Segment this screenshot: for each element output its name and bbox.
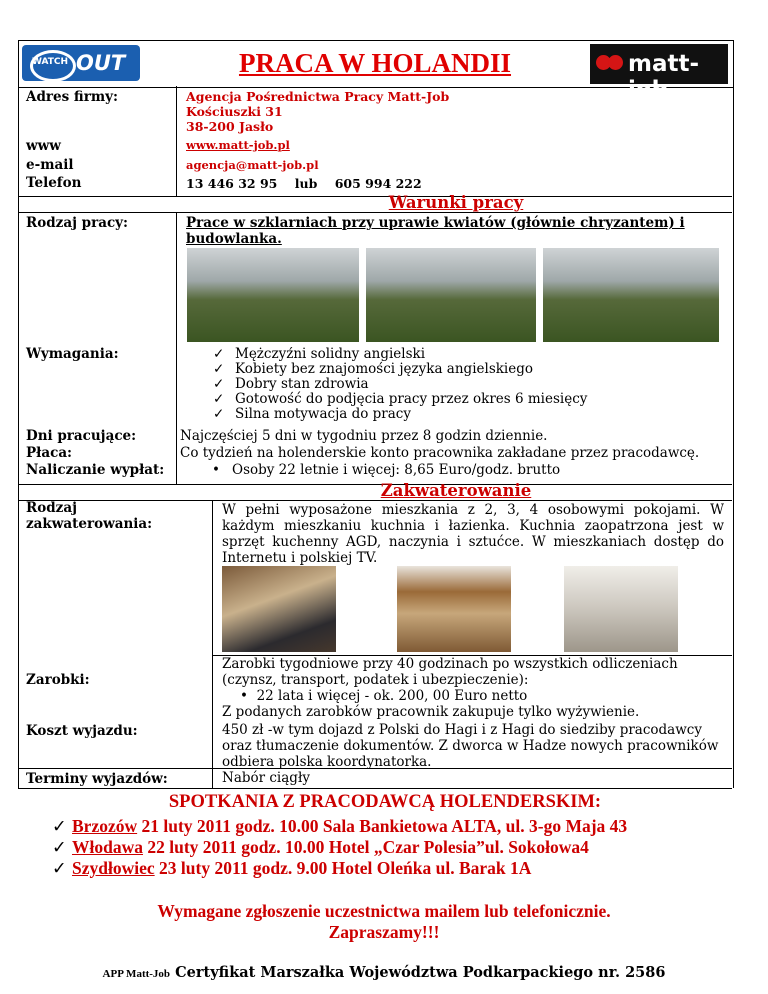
bullet-icon: • (240, 688, 248, 704)
email-link[interactable]: agencja@matt-job.pl (186, 158, 319, 172)
work-type-value: Prace w szklarniach przy uprawie kwiatów (głównie chryzantem) i budowlanka. (186, 215, 685, 247)
phone-value: 13 446 32 95 lub 605 994 222 (186, 176, 422, 191)
logo-small-text: WATCH (32, 57, 69, 67)
earnings-label: Zarobki: (26, 672, 90, 688)
pay-label: Płaca: (26, 445, 73, 461)
requirements-list (213, 347, 587, 422)
apartment-kitchen-photo (397, 566, 511, 652)
apartment-bedroom-photo (222, 566, 336, 652)
email-label: e-mail (26, 157, 74, 173)
phone-label: Telefon (26, 175, 82, 191)
address-value (186, 89, 449, 134)
registration-notice: Wymagane zgłoszenie uczestnictwa mailem lub telefonicznie. (157, 901, 611, 921)
meeting-item: ✓ Brzozów 21 luty 2011 godz. 10.00 Sala Bankietowa ALTA, ul. 3-go Maja 43 (52, 816, 628, 836)
housing-section-title: Zakwaterowanie (380, 481, 532, 500)
meeting-item: ✓ Włodawa 22 luty 2011 godz. 10.00 Hotel „Czar Polesia”ul. Sokołowa4 (52, 837, 589, 857)
requirement-item: ✓ Dobry stan zdrowia (213, 377, 587, 392)
travel-cost-value: 450 zł -w tym dojazd z Polski do Hagi i z Hagi do siedziby pracodawcy oraz tłumaczenie dokumentów. Z dworca w Hadze nowych pracowników odbiera polska koordynatorka. (222, 722, 719, 770)
meetings-title: SPOTKANIA Z PRACODAWCĄ HOLENDERSKIM: (168, 792, 602, 812)
logo-mark-icon (596, 55, 624, 73)
certificate-prefix: APP Matt-Job (102, 968, 171, 980)
matt-job-logo (590, 44, 728, 103)
address-label: Adres firmy: (26, 89, 118, 105)
address-line-2: Kościuszki 31 (186, 104, 283, 119)
pay-calc-label: Naliczanie wypłat: (26, 462, 165, 478)
requirement-item: ✓ Mężczyźni solidny angielski (213, 347, 587, 362)
departure-dates-value: Nabór ciągły (222, 770, 310, 786)
housing-type-value: W pełni wyposażone mieszkania z 2, 3, 4 osobowymi pokojami. W każdym mieszkaniu kuchnia i łazienka. Kuchnia zaopatrzona jest w sprzęt kuchenny AGD, naczynia i sztućce. W mieszkaniach dostęp do Internetu i polskiej TV. (222, 502, 724, 566)
address-line-3: 38-200 Jasło (186, 119, 274, 134)
bullet-icon: • (212, 462, 220, 478)
meeting-item: ✓ Szydłowiec 23 luty 2011 godz. 9.00 Hotel Oleńka ul. Barak 1A (52, 858, 532, 878)
www-link[interactable]: www.matt-job.pl (186, 138, 290, 152)
page-title: PRACA W HOLANDII (238, 48, 512, 78)
travel-cost-label: Koszt wyjazdu: (26, 723, 138, 739)
invitation-text: Zapraszamy!!! (328, 922, 440, 942)
earnings-line-1: Zarobki tygodniowe przy 40 godzinach po wszystkich odliczeniach (czynsz, transport, podatek i ubezpieczenie): (222, 656, 678, 688)
certificate-text: Certyfikat Marszałka Województwa Podkarpackiego nr. 2586 (175, 964, 666, 981)
requirement-item: ✓ Gotowość do podjęcia pracy przez okres 6 miesięcy (213, 392, 587, 407)
certificate-line (0, 962, 768, 981)
requirement-item: ✓ Silna motywacja do pracy (213, 407, 587, 422)
earnings-line-2: Z podanych zarobków pracownik zakupuje tylko wyżywienie. (222, 704, 640, 720)
check-icon: ✓ (52, 858, 67, 878)
greenhouse-photo-1 (187, 248, 359, 342)
greenhouse-photo-2 (366, 248, 536, 342)
housing-type-label: Rodzaj zakwaterowania: (26, 500, 153, 532)
check-icon: ✓ (52, 816, 67, 836)
work-section-title: Warunki pracy (388, 193, 524, 212)
working-days-value: Najczęściej 5 dni w tygodniu przez 8 godzin dziennie. (180, 428, 548, 444)
earnings-value (222, 656, 722, 720)
pay-calc-value: • Osoby 22 letnie i więcej: 8,65 Euro/godz. brutto (212, 462, 561, 478)
www-label: www (26, 138, 61, 154)
earnings-bullet: • 22 lata i więcej - ok. 200, 00 Euro netto (240, 688, 528, 704)
requirements-label: Wymagania: (26, 346, 119, 362)
departure-dates-label: Terminy wyjazdów: (26, 771, 168, 787)
apartment-bathroom-photo (564, 566, 678, 652)
matt-job-logo-text: matt-job (628, 51, 700, 103)
requirement-item: ✓ Kobiety bez znajomości języka angielskiego (213, 362, 587, 377)
working-days-label: Dni pracujące: (26, 428, 137, 444)
address-line-1: Agencja Pośrednictwa Pracy Matt-Job (186, 89, 450, 104)
work-type-label: Rodzaj pracy: (26, 215, 129, 231)
check-icon: ✓ (52, 837, 67, 857)
pay-value: Co tydzień na holenderskie konto pracownika zakładane przez pracodawcę. (180, 445, 700, 461)
logo-big-text: OUT (76, 51, 126, 75)
watch-out-logo (22, 45, 140, 81)
greenhouse-photo-3 (543, 248, 719, 342)
